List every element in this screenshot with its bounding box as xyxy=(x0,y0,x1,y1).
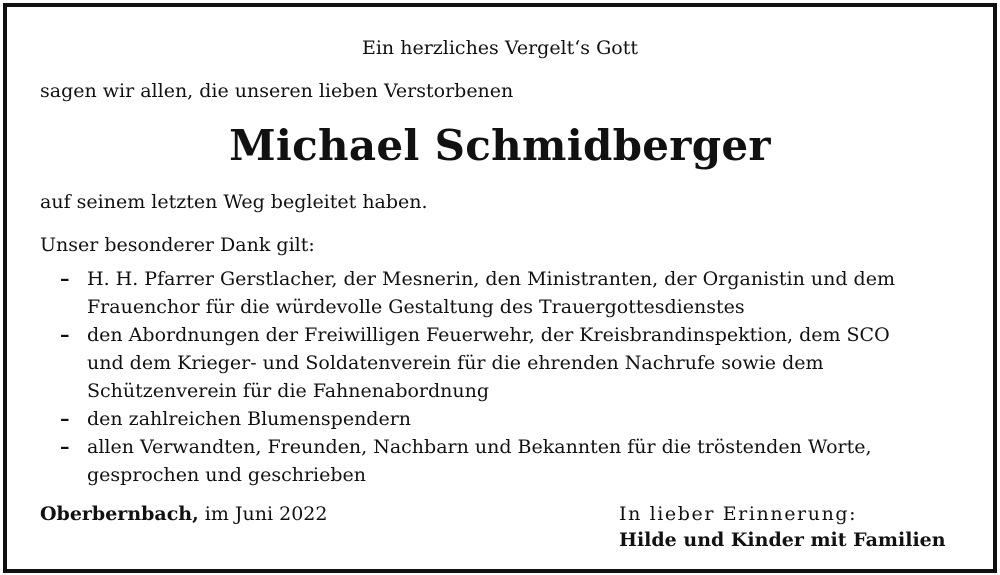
obituary-notice-frame xyxy=(3,3,997,573)
signature: Hilde und Kinder mit Familien xyxy=(619,529,946,551)
intro-text: sagen wir allen, die unseren lieben Verstorbenen xyxy=(40,80,514,102)
list-item-line: allen Verwandten, Freunden, Nachbarn und Bekannten für die tröstenden Worte, xyxy=(87,436,872,458)
bullet-dash: – xyxy=(60,268,70,290)
list-item-line: Schützenverein für die Fahnenabordnung xyxy=(87,380,490,402)
bullet-dash: – xyxy=(60,324,70,346)
place-name: Oberbernbach, xyxy=(40,503,199,525)
date-text: im Juni 2022 xyxy=(204,503,328,525)
deceased-name: Michael Schmidberger xyxy=(229,121,771,170)
bullet-dash: – xyxy=(60,436,70,458)
after-name-text: auf seinem letzten Weg begleitet haben. xyxy=(40,191,428,213)
thanks-intro: Unser besonderer Dank gilt: xyxy=(40,234,315,256)
notice-heading: Ein herzliches Vergelt‘s Gott xyxy=(361,37,638,59)
list-item-line: und dem Krieger- und Soldatenverein für die ehrenden Nachrufe sowie dem xyxy=(87,352,824,374)
bullet-dash: – xyxy=(60,408,70,430)
list-item-line: den Abordnungen der Freiwilligen Feuerwehr, der Kreisbrandinspektion, dem SCO xyxy=(87,324,890,346)
list-item-line: H. H. Pfarrer Gerstlacher, der Mesnerin, den Ministranten, der Organistin und dem xyxy=(87,268,895,290)
memory-label: In lieber Erinnerung: xyxy=(619,503,858,525)
list-item-line: den zahlreichen Blumenspendern xyxy=(87,408,412,430)
list-item-line: Frauenchor für die würdevolle Gestaltung des Trauergottesdienstes xyxy=(87,296,745,318)
place-date xyxy=(40,502,327,526)
list-item-line: gesprochen und geschrieben xyxy=(87,464,366,486)
